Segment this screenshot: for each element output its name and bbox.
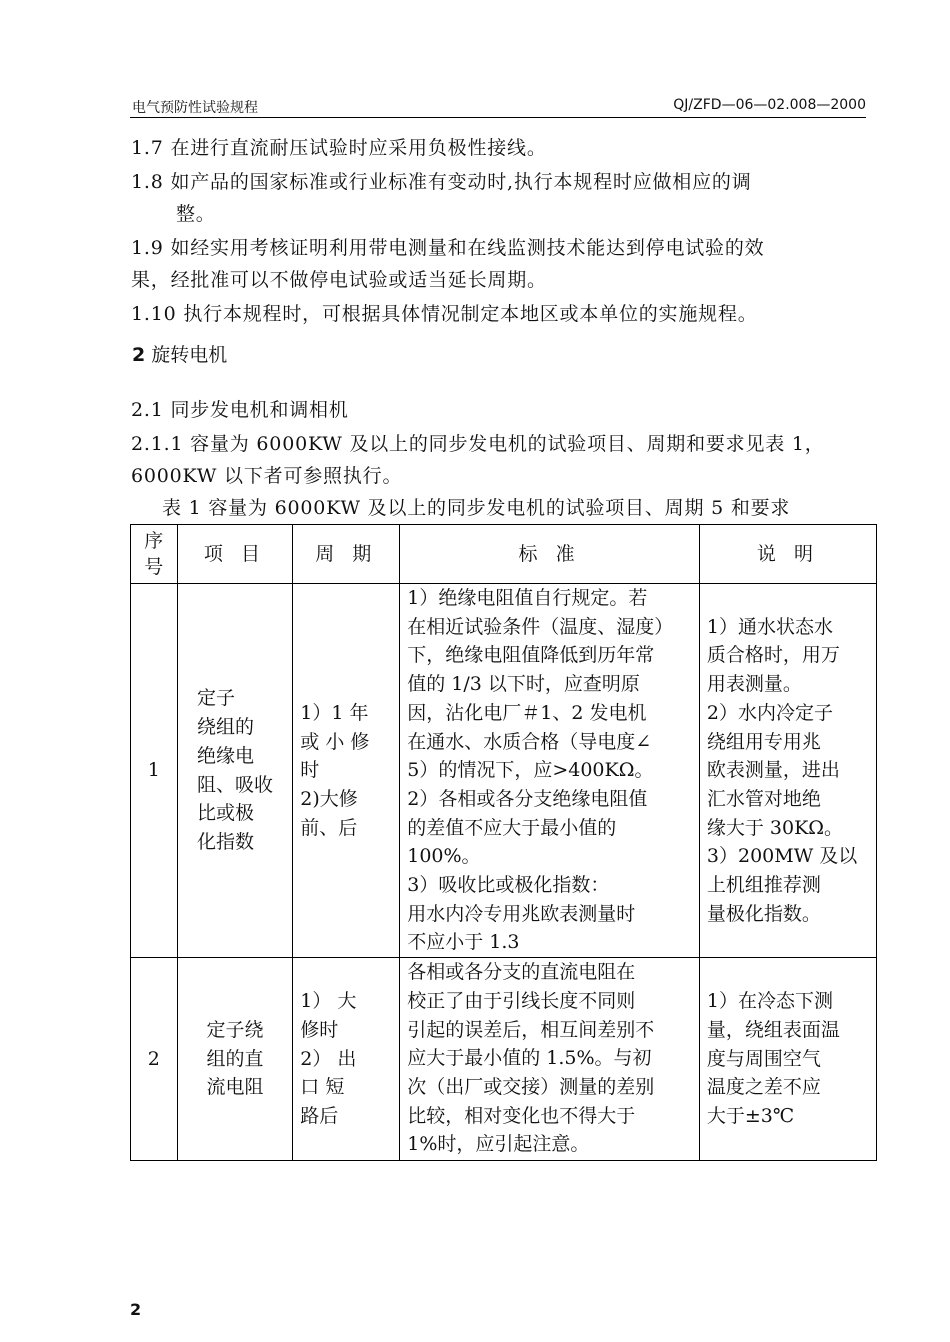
section-title: 旋转电机: [151, 344, 228, 366]
row-item: 定子绕 组的直 流电阻: [206, 1019, 264, 1099]
row-seq: 1: [131, 584, 178, 958]
row-seq: 2: [131, 958, 178, 1161]
row-item-cell: [177, 584, 293, 958]
document-title: 电气预防性试验规程: [132, 100, 258, 116]
page-number: 2: [130, 1300, 142, 1319]
row-item: 定子 绕组的 绝缘电 阻、吸收 比或极 化指数: [196, 687, 273, 853]
header-seq: 序 号: [131, 525, 178, 584]
test-items-table: [130, 524, 877, 1161]
clause-1-8-continued: 整。: [176, 203, 216, 225]
clause-2-1-1: 2.1.1 容量为 6000KW 及以上的同步发电机的试验项目、周期和要求见表 1，: [131, 433, 825, 455]
clause-1-7: 1.7 在进行直流耐压试验时应采用负极性接线。: [131, 137, 547, 159]
header-note: 说 明: [699, 525, 876, 584]
page-header: [130, 97, 866, 118]
document-code: QJ/ZFD—06—02.008—2000: [673, 97, 866, 113]
row-note: 1）通水状态水 质合格时，用万 用表测量。 2）水内冷定子 绕组用专用兆 欧表测量，进出 汇水管对地绝 缘大于 30KΩ。 3）200MW 及以 上机组推荐测 量极化指数。: [699, 584, 876, 958]
clause-1-9-continued: 果，经批准可以不做停电试验或适当延长周期。: [131, 269, 547, 291]
table-caption: 表 1 容量为 6000KW 及以上的同步发电机的试验项目、周期 5 和要求: [162, 497, 791, 519]
table-row: [131, 958, 877, 1161]
row-standard: 1）绝缘电阻值自行规定。若 在相近试验条件（温度、湿度） 下，绝缘电阻值降低到历年常 值的 1/3 以下时，应查明原 因，沾化电厂＃1、2 发电机 在通水、水质合格（导电度∠ 5）的情况下，应>400KΩ。 2）各相或各分支绝缘电阻值 的差值不应大于最小值的 100%。 3）吸收比或极化指数： 用水内冷专用兆欧表测量时 不应小于 1.3: [400, 584, 700, 958]
clause-1-8: 1.8 如产品的国家标准或行业标准有变动时,执行本规程时应做相应的调: [131, 171, 752, 193]
clause-1-9: 1.9 如经实用考核证明利用带电测量和在线监测技术能达到停电试验的效: [131, 237, 765, 259]
header-item: 项 目: [177, 525, 293, 584]
section-heading: [132, 338, 227, 372]
header-standard: 标 准: [400, 525, 700, 584]
row-period: 1）1 年 或 小 修 时 2)大修 前、后: [293, 584, 400, 958]
clause-2-1-1-continued: 6000KW 以下者可参照执行。: [131, 465, 403, 487]
section-number: 2: [132, 344, 146, 366]
table-header-row: [131, 525, 877, 584]
subsection-2-1: 2.1 同步发电机和调相机: [131, 399, 349, 421]
row-standard: 各相或各分支的直流电阻在 校正了由于引线长度不同则 引起的误差后，相互间差别不 应大于最小值的 1.5%。与初 次（出厂或交接）测量的差别 比较，相对变化也不得大于 1%时，应引起注意。: [400, 958, 700, 1161]
table-row: [131, 584, 877, 958]
row-item-cell: [177, 958, 293, 1161]
row-note: 1）在冷态下测 量，绕组表面温 度与周围空气 温度之差不应 大于±3℃: [699, 958, 876, 1161]
row-period: 1） 大 修时 2） 出 口 短 路后: [293, 958, 400, 1161]
clause-1-10: 1.10 执行本规程时，可根据具体情况制定本地区或本单位的实施规程。: [131, 303, 758, 325]
header-period: 周 期: [293, 525, 400, 584]
